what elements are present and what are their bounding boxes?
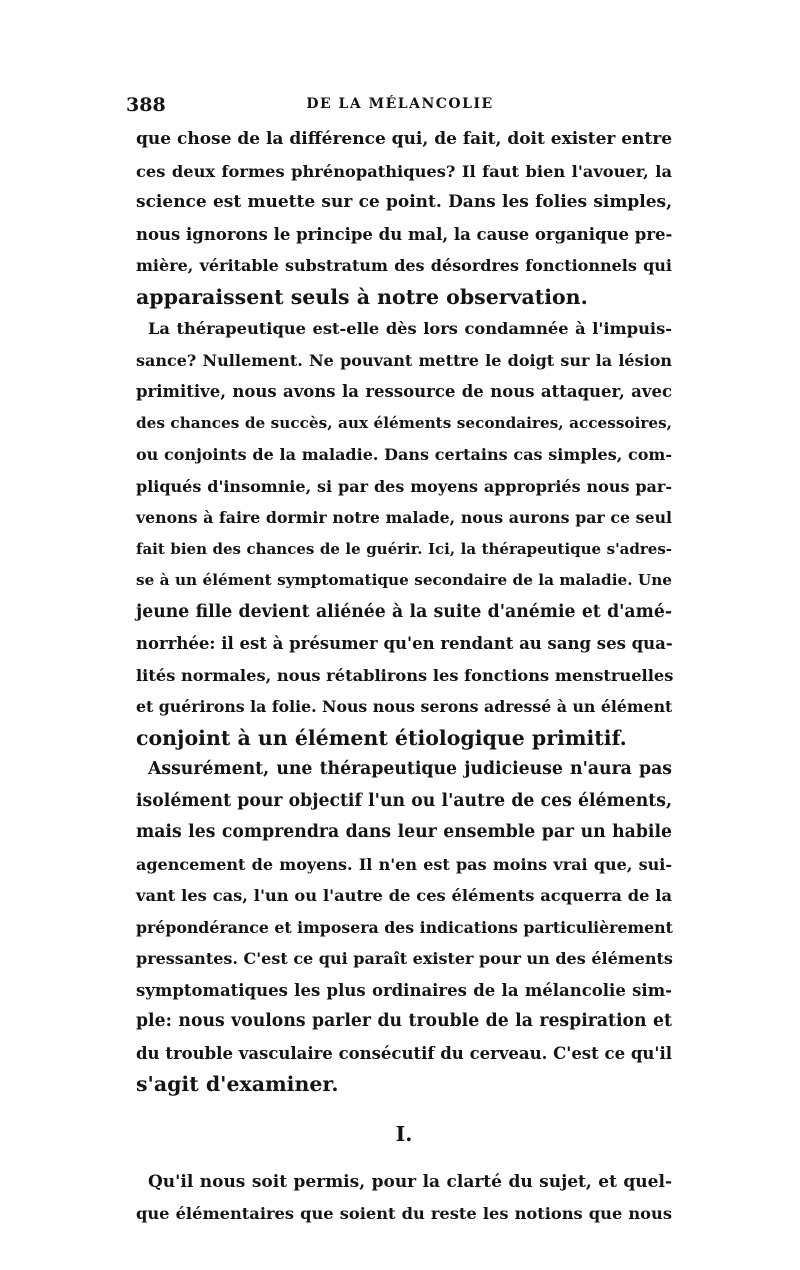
text-line: mière, véritable substratum des désordres fonctionnels qui: [136, 256, 672, 275]
paragraph-1: [136, 124, 672, 313]
text-line: lités normales, nous rétablirons les fonctions menstruelles: [136, 665, 674, 685]
page-number: 388: [126, 94, 166, 116]
text-line: vant les cas, l'un ou l'autre de ces éléments acquerra de la: [136, 886, 672, 905]
text-line: conjoint à un élément étiologique primitif.: [136, 725, 627, 750]
text-line: du trouble vasculaire consécutif du cerveau. C'est ce qu'il: [136, 1043, 672, 1063]
text-line: ple: nous voulons parler du trouble de la respiration et: [136, 1011, 672, 1031]
text-line: symptomatiques les plus ordinaires de la mélancolie sim-: [136, 980, 672, 1000]
text-line: se à un élément symptomatique secondaire de la maladie. Une: [136, 571, 672, 589]
text-line: mais les comprendra dans leur ensemble par un habile: [136, 822, 672, 842]
text-line: ou conjoints de la maladie. Dans certains cas simples, com-: [136, 445, 672, 464]
running-title: DE LA MÉLANCOLIE: [306, 96, 494, 112]
text-line: norrhée: il est à présumer qu'en rendant au sang ses qua-: [136, 634, 673, 653]
text-line: venons à faire dormir notre malade, nous aurons par ce seul: [136, 508, 672, 527]
text-line: agencement de moyens. Il n'en est pas moins vrai que, sui-: [136, 854, 672, 874]
text-line: que élémentaires que soient du reste les notions que nous: [136, 1204, 672, 1223]
text-line: des chances de succès, aux éléments secondaires, accessoires,: [136, 413, 672, 432]
body-text: [136, 124, 672, 1230]
text-line: jeune fille devient aliénée à la suite d'anémie et d'amé-: [136, 601, 672, 622]
text-line: ces deux formes phrénopathiques? Il faut bien l'avouer, la: [136, 161, 672, 181]
text-line: prépondérance et imposera des indications particulièrement: [136, 917, 673, 937]
text-line: pressantes. C'est ce qui paraît exister pour un des éléments: [136, 949, 673, 968]
text-line: sance? Nullement. Ne pouvant mettre le doigt sur la lésion: [136, 350, 672, 370]
text-line: fait bien des chances de le guérir. Ici, la thérapeutique s'adres-: [136, 539, 672, 558]
text-line: Qu'il nous soit permis, pour la clarté du sujet, et quel-: [148, 1171, 672, 1192]
text-line: pliqués d'insomnie, si par des moyens appropriés nous par-: [136, 476, 672, 496]
paragraph-3: [136, 754, 672, 1101]
text-line: apparaissent seuls à notre observation.: [136, 284, 588, 309]
text-line: que chose de la différence qui, de fait, doit exister entre: [136, 129, 673, 149]
section-heading: I.: [395, 1121, 413, 1146]
running-head: [126, 94, 674, 118]
text-line: primitive, nous avons la ressource de nous attaquer, avec: [136, 382, 672, 401]
paragraph-4: [136, 1167, 672, 1230]
text-line: s'agit d'examiner.: [136, 1072, 339, 1096]
text-line: nous ignorons le principe du mal, la cause organique pre-: [136, 224, 673, 244]
text-line: et guérirons la folie. Nous nous serons adressé à un élément: [136, 697, 673, 716]
text-line: Assurément, une thérapeutique judicieuse n'aura pas: [148, 759, 672, 779]
paragraph-2: [136, 313, 672, 754]
text-line: science est muette sur ce point. Dans les folies simples,: [136, 192, 672, 212]
text-line: isolément pour objectif l'un ou l'autre de ces éléments,: [136, 790, 672, 811]
text-line: La thérapeutique est-elle dès lors condamnée à l'impuis-: [148, 319, 672, 338]
